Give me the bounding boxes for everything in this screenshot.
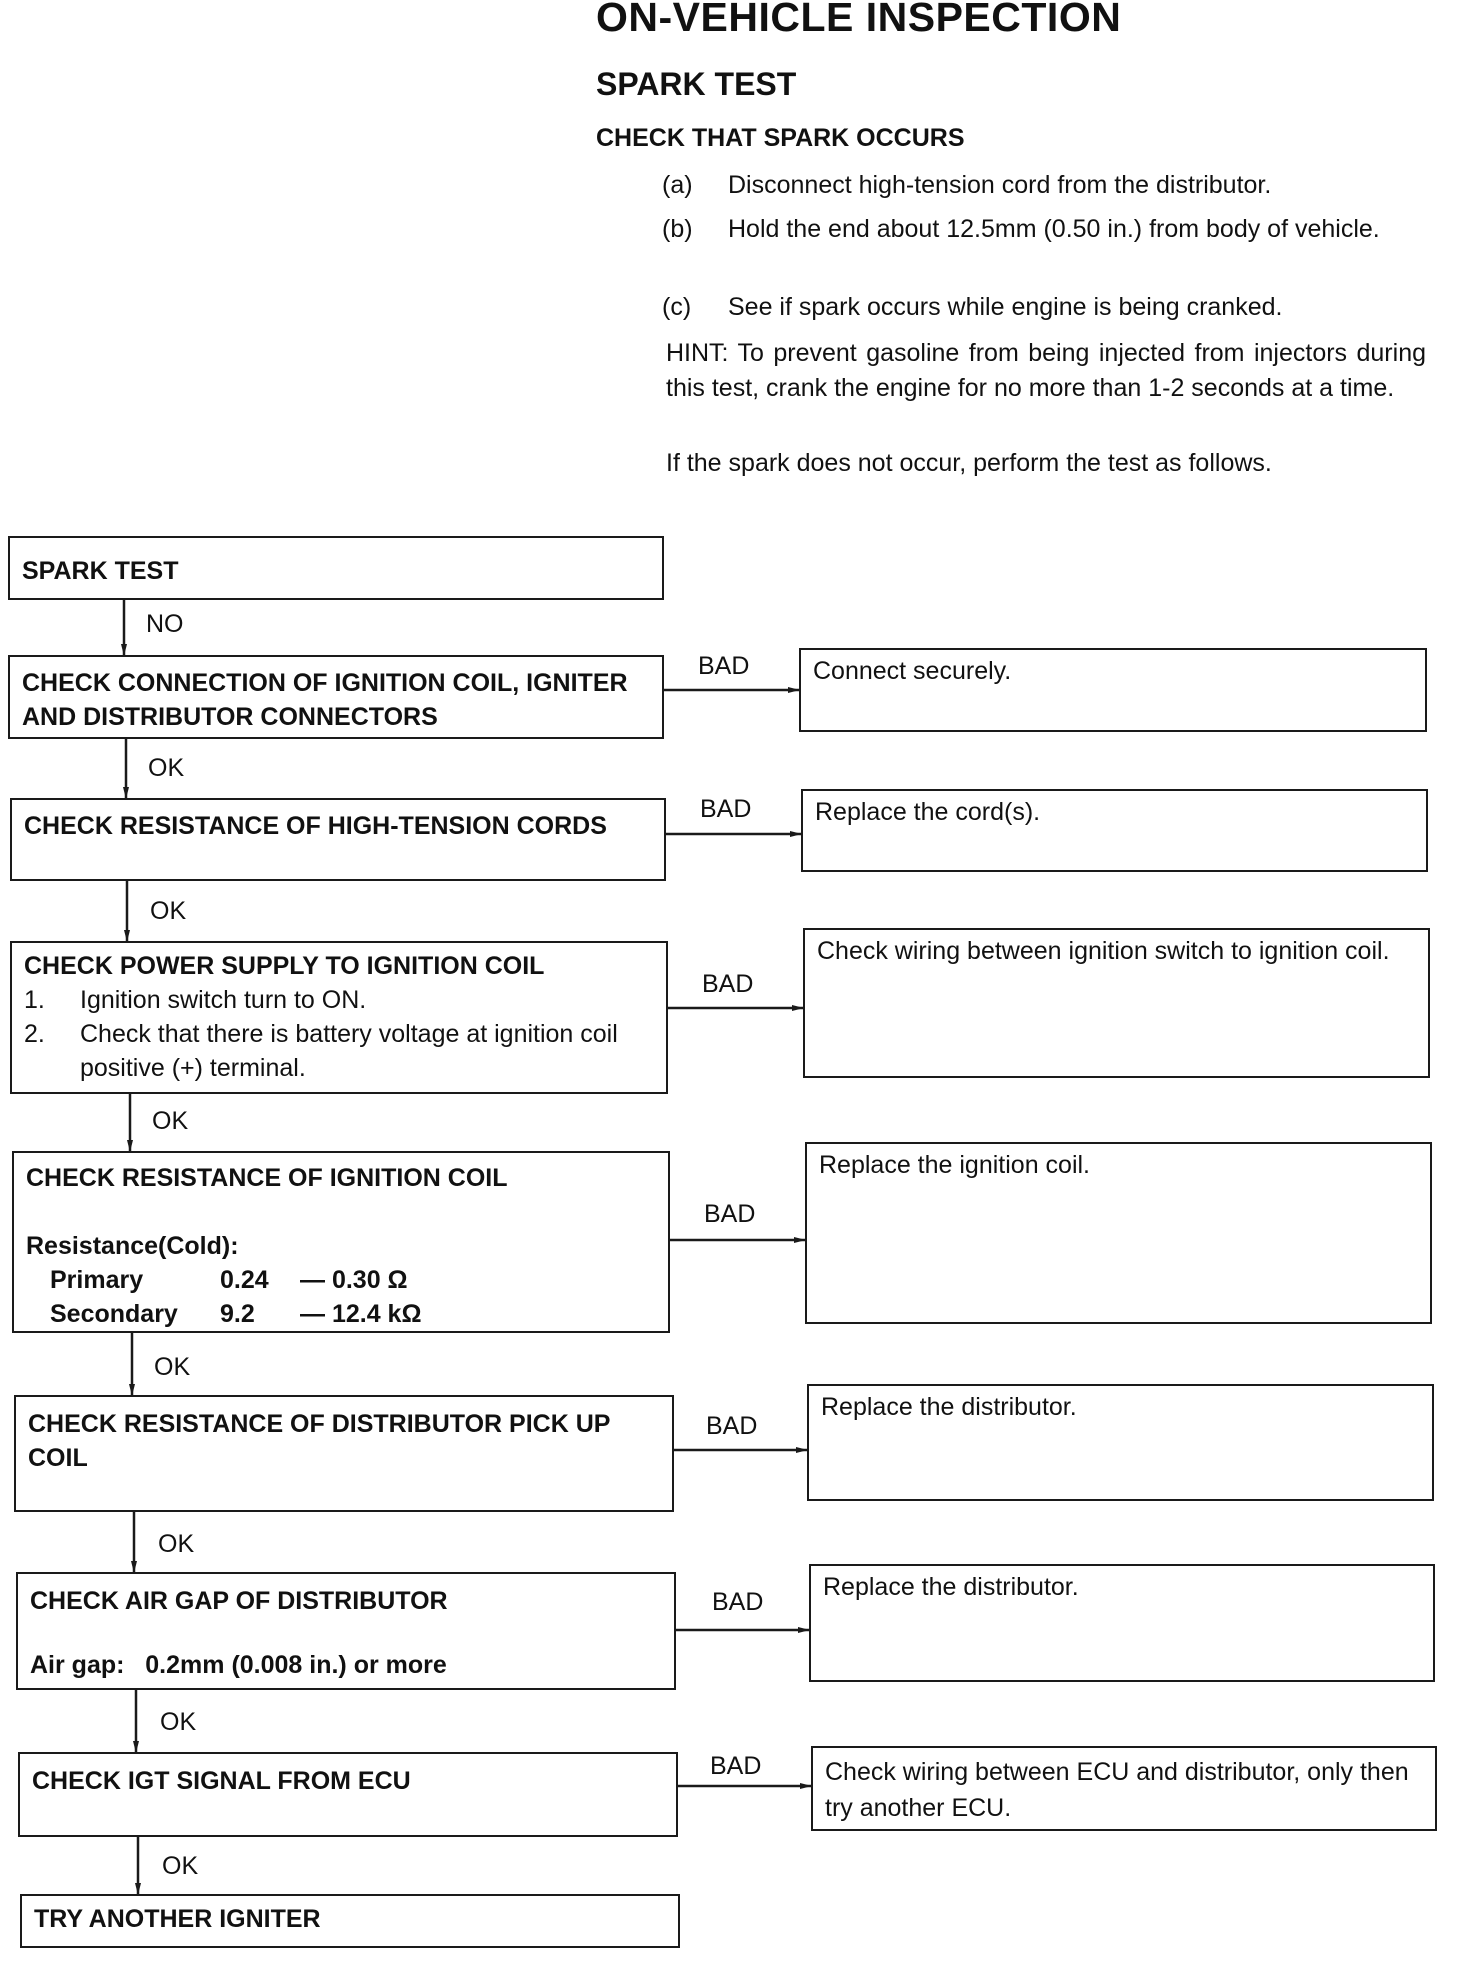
edge-label-no: NO: [146, 610, 184, 638]
check-air-gap-box: [16, 1572, 676, 1690]
step-text: Disconnect high-tension cord from the distributor.: [728, 171, 1272, 199]
remedy-box: Check wiring between ignition switch to ignition coil.: [803, 928, 1430, 1078]
step-marker: (c): [662, 293, 692, 321]
air-gap-spec: Air gap: 0.2mm (0.008 in.) or more: [30, 1651, 447, 1679]
list-item: 1. Ignition switch turn to ON.: [24, 986, 367, 1014]
section-title: SPARK TEST: [596, 66, 797, 102]
followup-paragraph: If the spark does not occur, perform the test as follows.: [666, 449, 1272, 477]
check-pickup-coil-box: CHECK RESISTANCE OF DISTRIBUTOR PICK UP COIL: [14, 1395, 674, 1512]
resistance-label: Resistance(Cold):: [26, 1232, 239, 1260]
edge-label-ok: OK: [150, 897, 187, 925]
page-title: ON-VEHICLE INSPECTION: [596, 0, 1122, 40]
flow-end-box: TRY ANOTHER IGNITER: [20, 1894, 680, 1948]
remedy-box: Replace the ignition coil.: [805, 1142, 1432, 1324]
remedy-box: Connect securely.: [799, 648, 1427, 732]
edge-label-ok: OK: [158, 1530, 195, 1558]
edge-label-bad: BAD: [710, 1752, 762, 1780]
check-title: CHECK POWER SUPPLY TO IGNITION COIL: [24, 952, 545, 980]
edge-label-bad: BAD: [700, 795, 752, 823]
edge-label-ok: OK: [162, 1852, 199, 1880]
step-text: See if spark occurs while engine is being cranked.: [728, 293, 1283, 321]
subsection-title: CHECK THAT SPARK OCCURS: [596, 124, 965, 152]
check-steps-list: [24, 983, 654, 1085]
edge-label-ok: OK: [154, 1353, 191, 1381]
edge-label-ok: OK: [148, 754, 185, 782]
edge-label-ok: OK: [160, 1708, 197, 1736]
step-marker: (b): [662, 215, 693, 243]
edge-label-ok: OK: [152, 1107, 189, 1135]
edge-label-bad: BAD: [698, 652, 750, 680]
step-text: Hold the end about 12.5mm (0.50 in.) from body of vehicle.: [728, 215, 1380, 243]
edge-label-bad: BAD: [712, 1588, 764, 1616]
remedy-box: Replace the cord(s).: [801, 789, 1428, 872]
hint-paragraph: HINT: To prevent gasoline from being injected from injectors during this test, crank the engine for no more than 1-2 seconds at a time.: [666, 339, 1426, 402]
list-item: 2. Check that there is battery voltage at ignition coil positive (+) terminal.: [24, 1020, 618, 1082]
resistance-row: Primary 0.24 — 0.30 Ω: [50, 1266, 408, 1294]
remedy-box: Check wiring between ECU and distributor, only then try another ECU.: [811, 1746, 1437, 1831]
check-power-supply-box: [10, 941, 668, 1094]
check-connectors-box: CHECK CONNECTION OF IGNITION COIL, IGNITER AND DISTRIBUTOR CONNECTORS: [8, 655, 664, 739]
resistance-row: Secondary 9.2 — 12.4 kΩ: [50, 1300, 422, 1328]
edge-label-bad: BAD: [704, 1200, 756, 1228]
check-title: CHECK AIR GAP OF DISTRIBUTOR: [30, 1587, 448, 1615]
step-marker: (a): [662, 171, 693, 199]
flow-start-box: SPARK TEST: [8, 536, 664, 600]
check-ignition-coil-box: [12, 1151, 670, 1333]
check-igt-signal-box: CHECK IGT SIGNAL FROM ECU: [18, 1752, 678, 1837]
edge-label-bad: BAD: [706, 1412, 758, 1440]
remedy-box: Replace the distributor.: [809, 1564, 1435, 1682]
edge-label-bad: BAD: [702, 970, 754, 998]
remedy-box: Replace the distributor.: [807, 1384, 1434, 1501]
check-cords-box: CHECK RESISTANCE OF HIGH-TENSION CORDS: [10, 798, 666, 881]
check-title: CHECK RESISTANCE OF IGNITION COIL: [26, 1164, 508, 1192]
